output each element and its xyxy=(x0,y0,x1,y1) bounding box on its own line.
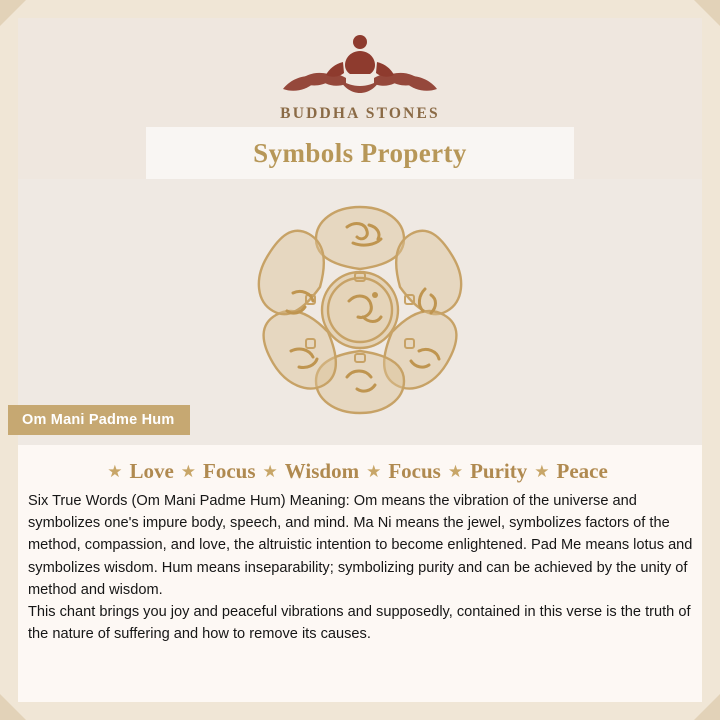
brand-name: BUDDHA STONES xyxy=(280,105,440,122)
keyword-focus-1: Focus xyxy=(203,459,256,483)
keyword-list xyxy=(18,445,702,488)
star-icon: ★ xyxy=(262,462,278,481)
brand-header xyxy=(18,18,702,122)
keyword-peace: Peace xyxy=(556,459,608,483)
page-title-band xyxy=(146,127,574,179)
keyword-wisdom: Wisdom xyxy=(284,459,360,483)
keyword-love: Love xyxy=(129,459,174,483)
description-paragraph-2: This chant brings you joy and peaceful vibrations and supposedly, contained in this verse is the truth of the nature of suffering and how to remove its causes. xyxy=(28,603,691,643)
page-title: Symbols Property xyxy=(253,137,467,168)
keyword-purity: Purity xyxy=(470,459,528,483)
star-icon: ★ xyxy=(534,462,550,481)
lotus-meditation-icon xyxy=(280,26,440,103)
description-text xyxy=(18,488,702,645)
star-icon: ★ xyxy=(107,462,123,481)
keyword-focus-2: Focus xyxy=(388,459,441,483)
star-icon: ★ xyxy=(447,462,464,481)
mandala-caption-badge xyxy=(8,405,190,435)
star-icon: ★ xyxy=(180,462,197,481)
om-mani-padme-hum-mandala-icon xyxy=(229,191,491,434)
star-icon: ★ xyxy=(366,462,382,481)
description-panel xyxy=(18,445,702,702)
description-paragraph-1: Six True Words (Om Mani Padme Hum) Meaning: Om means the vibration of the universe and symbolizes one's impure body, speech, and mind. Ma Ni means the jewel, symbolizes factors of the method, compassion, and love, the altruistic intention to become enlightened. Pad Me means lotus and symbolizes wisdom. Hum means inseparability; symbolizing purity and can be achieved by the unity of method and wisdom. xyxy=(28,493,693,598)
mandala-caption-text: Om Mani Padme Hum xyxy=(22,412,175,428)
